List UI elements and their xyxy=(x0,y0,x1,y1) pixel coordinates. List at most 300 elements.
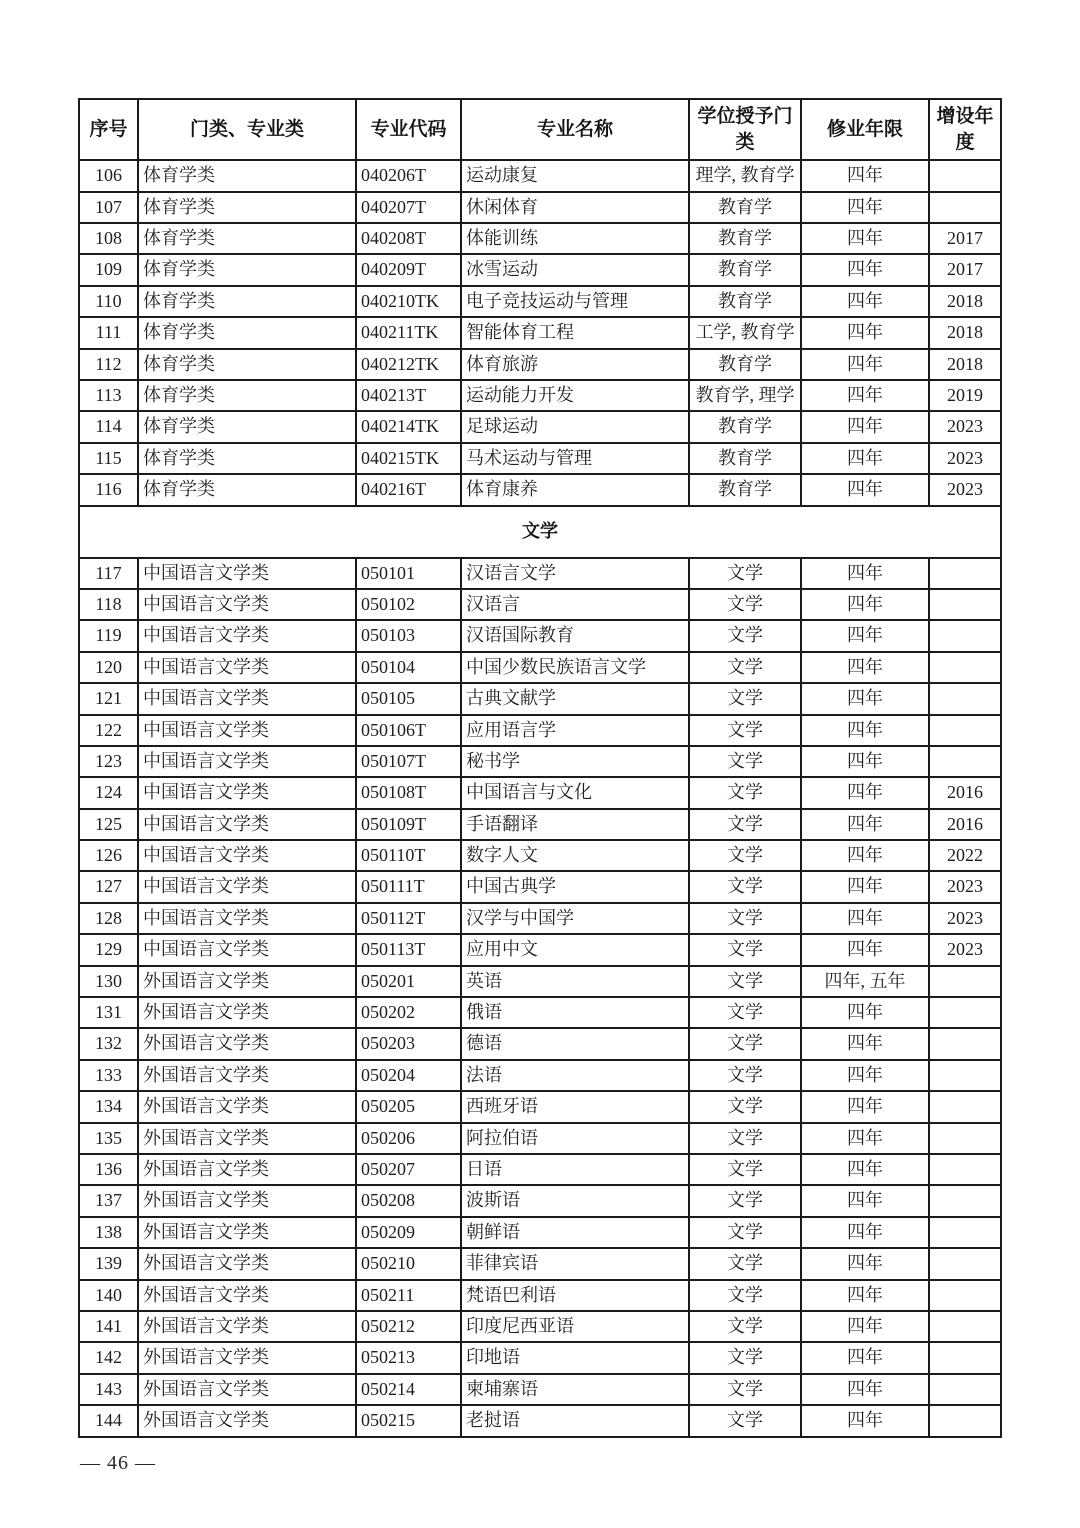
cell-year-added xyxy=(929,1280,1001,1311)
cell-code: 050203 xyxy=(356,1028,461,1059)
table-row xyxy=(79,777,1001,808)
cell-years: 四年 xyxy=(801,997,929,1028)
cell-name: 汉语言 xyxy=(461,589,689,620)
cell-degree: 文学 xyxy=(689,840,801,871)
cell-name: 智能体育工程 xyxy=(461,317,689,348)
cell-name: 法语 xyxy=(461,1060,689,1091)
cell-name: 冰雪运动 xyxy=(461,254,689,285)
cell-category: 体育学类 xyxy=(138,443,356,474)
cell-years: 四年 xyxy=(801,160,929,191)
table-row xyxy=(79,1311,1001,1342)
cell-category: 中国语言文学类 xyxy=(138,840,356,871)
cell-name: 体育旅游 xyxy=(461,349,689,380)
table-row xyxy=(79,1248,1001,1279)
cell-years: 四年 xyxy=(801,777,929,808)
cell-no: 127 xyxy=(79,871,138,902)
cell-code: 040210TK xyxy=(356,286,461,317)
table-row xyxy=(79,1217,1001,1248)
cell-code: 050105 xyxy=(356,683,461,714)
table-row xyxy=(79,809,1001,840)
cell-years: 四年 xyxy=(801,746,929,777)
cell-code: 050110T xyxy=(356,840,461,871)
cell-year-added xyxy=(929,746,1001,777)
cell-years: 四年 xyxy=(801,620,929,651)
cell-no: 139 xyxy=(79,1248,138,1279)
table-row xyxy=(79,903,1001,934)
cell-name: 汉学与中国学 xyxy=(461,903,689,934)
cell-years: 四年 xyxy=(801,1342,929,1373)
cell-name: 汉语国际教育 xyxy=(461,620,689,651)
table-row xyxy=(79,997,1001,1028)
cell-years: 四年 xyxy=(801,871,929,902)
cell-code: 050211 xyxy=(356,1280,461,1311)
cell-category: 体育学类 xyxy=(138,192,356,223)
cell-year-added xyxy=(929,1028,1001,1059)
cell-code: 050113T xyxy=(356,934,461,965)
table-row xyxy=(79,558,1001,589)
cell-code: 040206T xyxy=(356,160,461,191)
cell-no: 138 xyxy=(79,1217,138,1248)
cell-no: 110 xyxy=(79,286,138,317)
cell-degree: 教育学 xyxy=(689,286,801,317)
cell-degree: 文学 xyxy=(689,1280,801,1311)
table-row xyxy=(79,1123,1001,1154)
cell-year-added: 2022 xyxy=(929,840,1001,871)
table-row xyxy=(79,1028,1001,1059)
cell-category: 外国语言文学类 xyxy=(138,1154,356,1185)
table-header-row xyxy=(79,99,1001,160)
cell-degree: 工学, 教育学 xyxy=(689,317,801,348)
header-category: 门类、专业类 xyxy=(138,99,356,160)
cell-no: 126 xyxy=(79,840,138,871)
cell-code: 050201 xyxy=(356,966,461,997)
cell-year-added xyxy=(929,1091,1001,1122)
header-no: 序号 xyxy=(79,99,138,160)
cell-no: 108 xyxy=(79,223,138,254)
cell-years: 四年 xyxy=(801,1028,929,1059)
cell-degree: 文学 xyxy=(689,652,801,683)
cell-degree: 文学 xyxy=(689,934,801,965)
cell-year-added xyxy=(929,160,1001,191)
cell-years: 四年 xyxy=(801,1374,929,1405)
cell-year-added: 2023 xyxy=(929,934,1001,965)
cell-name: 梵语巴利语 xyxy=(461,1280,689,1311)
cell-year-added: 2018 xyxy=(929,349,1001,380)
cell-category: 外国语言文学类 xyxy=(138,966,356,997)
cell-name: 数字人文 xyxy=(461,840,689,871)
cell-code: 040215TK xyxy=(356,443,461,474)
cell-degree: 文学 xyxy=(689,1028,801,1059)
cell-category: 外国语言文学类 xyxy=(138,1248,356,1279)
cell-category: 外国语言文学类 xyxy=(138,1311,356,1342)
header-degree: 学位授予门类 xyxy=(689,99,801,160)
cell-no: 113 xyxy=(79,380,138,411)
cell-years: 四年 xyxy=(801,443,929,474)
cell-code: 050205 xyxy=(356,1091,461,1122)
cell-year-added: 2018 xyxy=(929,317,1001,348)
cell-year-added: 2017 xyxy=(929,254,1001,285)
cell-code: 050109T xyxy=(356,809,461,840)
cell-degree: 理学, 教育学 xyxy=(689,160,801,191)
cell-degree: 文学 xyxy=(689,777,801,808)
cell-no: 141 xyxy=(79,1311,138,1342)
cell-year-added: 2016 xyxy=(929,777,1001,808)
header-year-added: 增设年度 xyxy=(929,99,1001,160)
cell-category: 外国语言文学类 xyxy=(138,1217,356,1248)
cell-category: 外国语言文学类 xyxy=(138,1374,356,1405)
cell-name: 应用语言学 xyxy=(461,715,689,746)
cell-code: 050107T xyxy=(356,746,461,777)
cell-degree: 文学 xyxy=(689,715,801,746)
cell-name: 汉语言文学 xyxy=(461,558,689,589)
table-row xyxy=(79,871,1001,902)
cell-no: 132 xyxy=(79,1028,138,1059)
cell-no: 122 xyxy=(79,715,138,746)
cell-years: 四年 xyxy=(801,683,929,714)
cell-name: 老挝语 xyxy=(461,1405,689,1436)
cell-year-added: 2023 xyxy=(929,411,1001,442)
cell-no: 143 xyxy=(79,1374,138,1405)
table-row xyxy=(79,1185,1001,1216)
cell-category: 中国语言文学类 xyxy=(138,934,356,965)
cell-year-added xyxy=(929,1374,1001,1405)
cell-no: 109 xyxy=(79,254,138,285)
cell-category: 外国语言文学类 xyxy=(138,1091,356,1122)
cell-category: 中国语言文学类 xyxy=(138,558,356,589)
cell-name: 柬埔寨语 xyxy=(461,1374,689,1405)
table-row xyxy=(79,286,1001,317)
cell-code: 050102 xyxy=(356,589,461,620)
cell-category: 体育学类 xyxy=(138,474,356,505)
cell-degree: 文学 xyxy=(689,1374,801,1405)
cell-category: 中国语言文学类 xyxy=(138,683,356,714)
cell-year-added xyxy=(929,1060,1001,1091)
cell-years: 四年 xyxy=(801,317,929,348)
cell-degree: 文学 xyxy=(689,1342,801,1373)
cell-category: 体育学类 xyxy=(138,160,356,191)
cell-year-added xyxy=(929,1311,1001,1342)
table-row xyxy=(79,349,1001,380)
cell-year-added: 2023 xyxy=(929,903,1001,934)
cell-years: 四年 xyxy=(801,1185,929,1216)
cell-no: 115 xyxy=(79,443,138,474)
cell-years: 四年 xyxy=(801,934,929,965)
table-row xyxy=(79,192,1001,223)
cell-degree: 教育学 xyxy=(689,349,801,380)
cell-year-added xyxy=(929,966,1001,997)
cell-name: 秘书学 xyxy=(461,746,689,777)
cell-name: 运动康复 xyxy=(461,160,689,191)
cell-degree: 文学 xyxy=(689,558,801,589)
cell-code: 050214 xyxy=(356,1374,461,1405)
cell-years: 四年 xyxy=(801,589,929,620)
cell-no: 135 xyxy=(79,1123,138,1154)
table-row xyxy=(79,317,1001,348)
cell-no: 131 xyxy=(79,997,138,1028)
cell-name: 菲律宾语 xyxy=(461,1248,689,1279)
cell-name: 中国少数民族语言文学 xyxy=(461,652,689,683)
cell-year-added: 2023 xyxy=(929,443,1001,474)
cell-no: 129 xyxy=(79,934,138,965)
table-row xyxy=(79,160,1001,191)
table-row xyxy=(79,966,1001,997)
cell-years: 四年 xyxy=(801,840,929,871)
cell-name: 手语翻译 xyxy=(461,809,689,840)
cell-code: 050207 xyxy=(356,1154,461,1185)
cell-years: 四年, 五年 xyxy=(801,966,929,997)
cell-name: 英语 xyxy=(461,966,689,997)
cell-degree: 文学 xyxy=(689,589,801,620)
cell-code: 040213T xyxy=(356,380,461,411)
cell-degree: 文学 xyxy=(689,871,801,902)
cell-years: 四年 xyxy=(801,286,929,317)
cell-year-added xyxy=(929,1217,1001,1248)
cell-degree: 文学 xyxy=(689,1154,801,1185)
section-header-row xyxy=(79,506,1001,558)
cell-name: 波斯语 xyxy=(461,1185,689,1216)
cell-category: 中国语言文学类 xyxy=(138,903,356,934)
cell-degree: 教育学 xyxy=(689,411,801,442)
cell-no: 121 xyxy=(79,683,138,714)
cell-degree: 文学 xyxy=(689,1217,801,1248)
cell-degree: 文学 xyxy=(689,809,801,840)
cell-no: 142 xyxy=(79,1342,138,1373)
cell-category: 体育学类 xyxy=(138,411,356,442)
cell-year-added xyxy=(929,589,1001,620)
cell-years: 四年 xyxy=(801,558,929,589)
cell-no: 144 xyxy=(79,1405,138,1436)
cell-years: 四年 xyxy=(801,192,929,223)
table-header xyxy=(79,99,1001,160)
cell-degree: 教育学 xyxy=(689,443,801,474)
cell-degree: 教育学 xyxy=(689,223,801,254)
table-row xyxy=(79,683,1001,714)
table-row xyxy=(79,1154,1001,1185)
cell-name: 德语 xyxy=(461,1028,689,1059)
cell-year-added: 2017 xyxy=(929,223,1001,254)
cell-years: 四年 xyxy=(801,1405,929,1436)
cell-category: 中国语言文学类 xyxy=(138,715,356,746)
cell-years: 四年 xyxy=(801,411,929,442)
cell-name: 印地语 xyxy=(461,1342,689,1373)
cell-category: 体育学类 xyxy=(138,380,356,411)
cell-no: 130 xyxy=(79,966,138,997)
cell-category: 中国语言文学类 xyxy=(138,777,356,808)
cell-category: 中国语言文学类 xyxy=(138,809,356,840)
cell-years: 四年 xyxy=(801,1154,929,1185)
table-row xyxy=(79,934,1001,965)
cell-name: 休闲体育 xyxy=(461,192,689,223)
cell-year-added xyxy=(929,1185,1001,1216)
cell-year-added xyxy=(929,1248,1001,1279)
cell-no: 137 xyxy=(79,1185,138,1216)
cell-code: 050204 xyxy=(356,1060,461,1091)
cell-years: 四年 xyxy=(801,1248,929,1279)
cell-code: 040209T xyxy=(356,254,461,285)
majors-catalog-table xyxy=(78,98,1002,1438)
table-row xyxy=(79,746,1001,777)
cell-code: 040208T xyxy=(356,223,461,254)
cell-name: 西班牙语 xyxy=(461,1091,689,1122)
cell-year-added xyxy=(929,1123,1001,1154)
table-row xyxy=(79,620,1001,651)
cell-degree: 教育学 xyxy=(689,254,801,285)
cell-name: 日语 xyxy=(461,1154,689,1185)
cell-year-added xyxy=(929,1405,1001,1436)
cell-year-added xyxy=(929,715,1001,746)
cell-degree: 文学 xyxy=(689,1060,801,1091)
cell-category: 外国语言文学类 xyxy=(138,1342,356,1373)
cell-years: 四年 xyxy=(801,903,929,934)
cell-degree: 文学 xyxy=(689,620,801,651)
cell-no: 128 xyxy=(79,903,138,934)
cell-years: 四年 xyxy=(801,1311,929,1342)
cell-years: 四年 xyxy=(801,652,929,683)
cell-degree: 教育学, 理学 xyxy=(689,380,801,411)
table-row xyxy=(79,443,1001,474)
cell-name: 电子竞技运动与管理 xyxy=(461,286,689,317)
cell-category: 外国语言文学类 xyxy=(138,1123,356,1154)
cell-code: 050108T xyxy=(356,777,461,808)
cell-year-added: 2023 xyxy=(929,474,1001,505)
cell-code: 050103 xyxy=(356,620,461,651)
cell-no: 119 xyxy=(79,620,138,651)
cell-name: 阿拉伯语 xyxy=(461,1123,689,1154)
cell-name: 印度尼西亚语 xyxy=(461,1311,689,1342)
cell-no: 117 xyxy=(79,558,138,589)
cell-year-added xyxy=(929,1154,1001,1185)
cell-year-added xyxy=(929,192,1001,223)
cell-years: 四年 xyxy=(801,1123,929,1154)
cell-no: 107 xyxy=(79,192,138,223)
cell-degree: 文学 xyxy=(689,1248,801,1279)
header-years: 修业年限 xyxy=(801,99,929,160)
cell-category: 体育学类 xyxy=(138,223,356,254)
cell-category: 外国语言文学类 xyxy=(138,997,356,1028)
cell-code: 050106T xyxy=(356,715,461,746)
cell-no: 116 xyxy=(79,474,138,505)
table-row xyxy=(79,1280,1001,1311)
section-header: 文学 xyxy=(79,506,1001,558)
cell-code: 050210 xyxy=(356,1248,461,1279)
cell-year-added xyxy=(929,620,1001,651)
cell-name: 马术运动与管理 xyxy=(461,443,689,474)
cell-degree: 教育学 xyxy=(689,474,801,505)
cell-year-added xyxy=(929,683,1001,714)
cell-degree: 文学 xyxy=(689,1123,801,1154)
table-row xyxy=(79,840,1001,871)
table-body xyxy=(79,160,1001,1436)
cell-year-added: 2016 xyxy=(929,809,1001,840)
cell-code: 050104 xyxy=(356,652,461,683)
cell-years: 四年 xyxy=(801,1091,929,1122)
cell-category: 外国语言文学类 xyxy=(138,1405,356,1436)
cell-degree: 文学 xyxy=(689,966,801,997)
cell-no: 124 xyxy=(79,777,138,808)
cell-name: 体能训练 xyxy=(461,223,689,254)
cell-year-added xyxy=(929,558,1001,589)
cell-code: 050206 xyxy=(356,1123,461,1154)
cell-name: 足球运动 xyxy=(461,411,689,442)
cell-name: 俄语 xyxy=(461,997,689,1028)
cell-category: 外国语言文学类 xyxy=(138,1028,356,1059)
cell-code: 050111T xyxy=(356,871,461,902)
cell-no: 106 xyxy=(79,160,138,191)
cell-code: 050213 xyxy=(356,1342,461,1373)
cell-category: 外国语言文学类 xyxy=(138,1280,356,1311)
cell-name: 运动能力开发 xyxy=(461,380,689,411)
cell-code: 050208 xyxy=(356,1185,461,1216)
header-name: 专业名称 xyxy=(461,99,689,160)
cell-years: 四年 xyxy=(801,380,929,411)
cell-years: 四年 xyxy=(801,1217,929,1248)
cell-degree: 文学 xyxy=(689,997,801,1028)
cell-category: 体育学类 xyxy=(138,349,356,380)
cell-no: 123 xyxy=(79,746,138,777)
table-row xyxy=(79,1374,1001,1405)
cell-degree: 文学 xyxy=(689,1405,801,1436)
table-row xyxy=(79,1405,1001,1436)
cell-degree: 文学 xyxy=(689,903,801,934)
table-row xyxy=(79,1342,1001,1373)
cell-degree: 教育学 xyxy=(689,192,801,223)
cell-years: 四年 xyxy=(801,809,929,840)
cell-degree: 文学 xyxy=(689,746,801,777)
table-row xyxy=(79,474,1001,505)
cell-name: 体育康养 xyxy=(461,474,689,505)
table-row xyxy=(79,380,1001,411)
table-row xyxy=(79,589,1001,620)
cell-code: 040211TK xyxy=(356,317,461,348)
header-code: 专业代码 xyxy=(356,99,461,160)
cell-name: 古典文献学 xyxy=(461,683,689,714)
cell-category: 中国语言文学类 xyxy=(138,746,356,777)
cell-years: 四年 xyxy=(801,474,929,505)
cell-category: 中国语言文学类 xyxy=(138,620,356,651)
cell-name: 中国语言与文化 xyxy=(461,777,689,808)
cell-category: 体育学类 xyxy=(138,317,356,348)
cell-year-added xyxy=(929,997,1001,1028)
cell-no: 140 xyxy=(79,1280,138,1311)
cell-degree: 文学 xyxy=(689,1311,801,1342)
cell-code: 050215 xyxy=(356,1405,461,1436)
cell-category: 中国语言文学类 xyxy=(138,589,356,620)
cell-name: 中国古典学 xyxy=(461,871,689,902)
cell-degree: 文学 xyxy=(689,1091,801,1122)
table-row xyxy=(79,223,1001,254)
cell-years: 四年 xyxy=(801,349,929,380)
cell-no: 133 xyxy=(79,1060,138,1091)
cell-no: 125 xyxy=(79,809,138,840)
cell-code: 050202 xyxy=(356,997,461,1028)
cell-code: 050212 xyxy=(356,1311,461,1342)
cell-code: 040212TK xyxy=(356,349,461,380)
table-row xyxy=(79,1091,1001,1122)
cell-no: 136 xyxy=(79,1154,138,1185)
cell-no: 120 xyxy=(79,652,138,683)
cell-no: 111 xyxy=(79,317,138,348)
cell-no: 118 xyxy=(79,589,138,620)
table-row xyxy=(79,411,1001,442)
cell-name: 朝鲜语 xyxy=(461,1217,689,1248)
cell-no: 112 xyxy=(79,349,138,380)
cell-year-added xyxy=(929,652,1001,683)
cell-degree: 文学 xyxy=(689,683,801,714)
cell-code: 040207T xyxy=(356,192,461,223)
cell-no: 134 xyxy=(79,1091,138,1122)
cell-category: 中国语言文学类 xyxy=(138,652,356,683)
cell-no: 114 xyxy=(79,411,138,442)
